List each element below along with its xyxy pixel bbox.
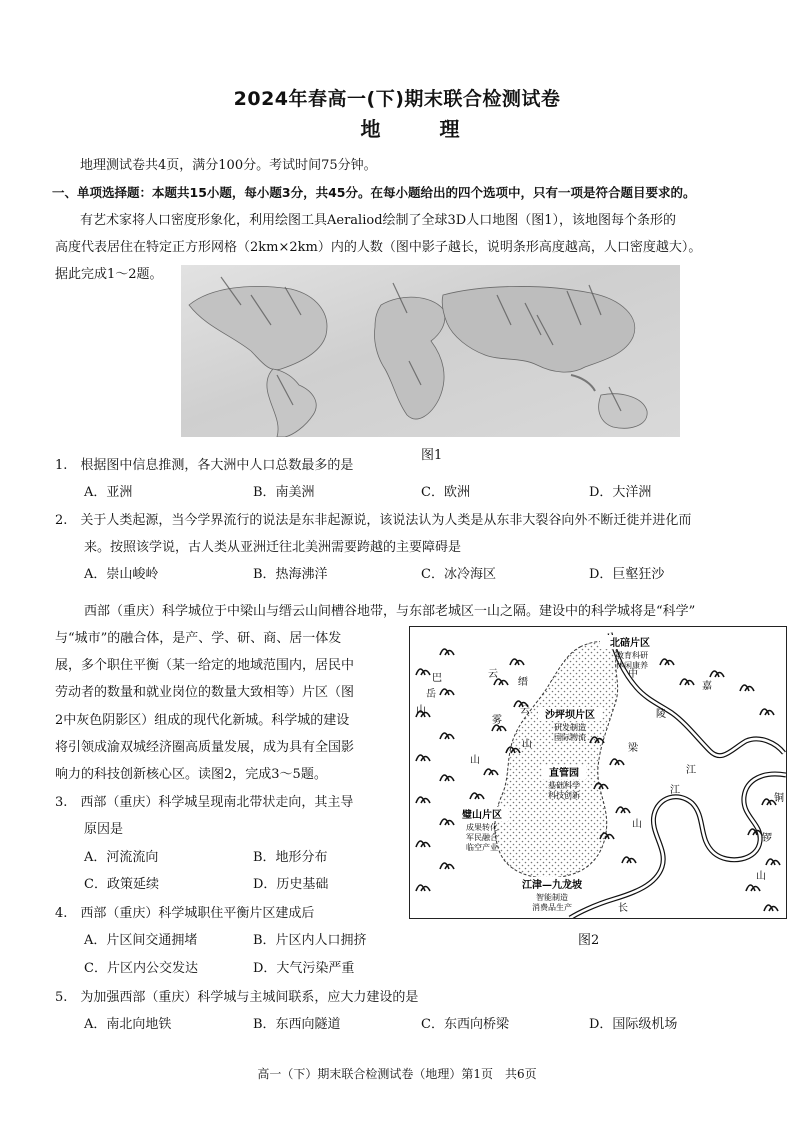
zone-beibei-desc: 休闲康养	[616, 661, 648, 670]
zone-jiangjin-name: 江津—九龙坡	[522, 880, 582, 891]
zone-bishan-desc: 临空产业	[466, 843, 498, 852]
figure2-caption: 图2	[578, 933, 600, 948]
question-3-stem: 3. 西部（重庆）科学城呈现南北带状走向，其主导	[55, 795, 354, 810]
label-jialing-river: 陵	[656, 709, 666, 720]
passage2-line: 与“城市”的融合体，是产、学、研、商、居一体发	[55, 631, 342, 646]
question-2-option-b[interactable]: B．热海沸洋	[253, 567, 328, 582]
zone-beibei-desc: 教育科研	[616, 651, 648, 660]
question-3-option-b[interactable]: B．地形分布	[253, 850, 328, 865]
figure2-science-city-map	[409, 626, 787, 919]
question-1-option-a[interactable]: A．亚洲	[84, 485, 133, 500]
question-3-option-d[interactable]: D．历史基础	[253, 877, 329, 892]
question-2-option-a[interactable]: A．崇山峻岭	[84, 567, 159, 582]
zone-zhiguan-desc: 科技创新	[548, 791, 580, 800]
question-1-option-b[interactable]: B．南美洲	[253, 485, 315, 500]
label-zhongliang-mountain: 梁	[628, 743, 638, 754]
zone-jiangjin-desc: 消费品生产	[532, 903, 572, 912]
exam-title: 2024年春高一(下)期末联合检测试卷	[233, 88, 561, 110]
label-jialing-river: 嘉	[702, 681, 712, 692]
question-3-stem-cont: 原因是	[84, 822, 124, 837]
subject-title: 地 理	[360, 117, 486, 141]
question-4-option-a[interactable]: A．片区间交通拥堵	[84, 933, 198, 948]
question-5-option-c[interactable]: C．东西向桥梁	[421, 1017, 509, 1032]
section-heading: 一、单项选择题：本题共15小题，每小题3分，共45分。在每小题给出的四个选项中，只有一项是符合题目要求的。	[52, 185, 696, 200]
zone-zhiguan-name: 直管园	[549, 768, 579, 779]
zone-shapingba-desc: 研发制造	[554, 723, 586, 732]
label-yunwu-mountain: 雾	[492, 715, 502, 726]
passage2-line: 西部（重庆）科学城位于中梁山与缙云山间槽谷地带，与东部老城区一山之隔。建设中的科学城将是“科学”	[84, 604, 696, 619]
question-2-option-c[interactable]: C．冰冷海区	[421, 567, 496, 582]
label-jinyun-mountain: 缙	[518, 677, 528, 688]
question-3-option-c[interactable]: C．政策延续	[84, 877, 159, 892]
label-zhongliang-mountain: 山	[632, 819, 642, 830]
passage2-line: 将引领成渝双城经济圈高质量发展，成为具有全国影	[55, 740, 355, 755]
zone-beibei-name: 北碚片区	[610, 638, 650, 649]
exam-intro: 地理测试卷共4页，满分100分。考试时间75分钟。	[80, 158, 377, 173]
page-footer: 高一（下）期末联合检测试卷（地理）第1页 共6页	[257, 1067, 537, 1081]
zone-bishan-name: 璧山片区	[462, 810, 502, 821]
zone-bishan-desc: 成果转化	[466, 823, 498, 832]
zone-shapingba-name: 沙坪坝片区	[545, 710, 595, 721]
question-4-option-c[interactable]: C．片区内公交发达	[84, 961, 198, 976]
question-1-option-d[interactable]: D．大洋洲	[589, 485, 652, 500]
question-1-option-c[interactable]: C．欧洲	[421, 485, 470, 500]
figure1-population-map	[181, 265, 680, 437]
question-3-option-a[interactable]: A．河流流向	[84, 850, 159, 865]
label-jialing-river: 江	[686, 765, 696, 776]
label-bayue-mountain: 岳	[426, 689, 436, 700]
label-yunwu-mountain: 云	[488, 669, 498, 680]
passage1-line: 有艺术家将人口密度形象化，利用绘图工具Aeraliod绘制了全球3D人口地图（图1），该地图每个条形的	[80, 213, 676, 228]
question-4-option-d[interactable]: D．大气污染严重	[253, 961, 355, 976]
label-jinyun-mountain: 云	[520, 705, 530, 716]
label-tongluo-mountain: 铜	[774, 793, 784, 804]
label-yunwu-mountain: 山	[470, 755, 480, 766]
label-jinyun-mountain: 山	[522, 739, 532, 750]
label-tongluo-mountain: 山	[756, 871, 766, 882]
passage2-line: 响力的科技创新核心区。读图2，完成3～5题。	[55, 767, 327, 782]
zone-zhiguan-desc: 基础科学	[548, 781, 580, 790]
passage2-line: 劳动者的数量和就业岗位的数量大致相等）片区（图	[55, 685, 355, 700]
passage2-line: 展，多个职住平衡（某一给定的地域范围内，居民中	[55, 658, 355, 673]
question-4-option-b[interactable]: B．片区内人口拥挤	[253, 933, 367, 948]
label-zhongliang-mountain: 中	[628, 669, 638, 680]
label-bayue-mountain: 山	[416, 705, 426, 716]
question-5-option-b[interactable]: B．东西向隧道	[253, 1017, 341, 1032]
question-5-stem: 5. 为加强西部（重庆）科学城与主城间联系，应大力建设的是	[55, 990, 419, 1005]
zone-jiangjin-desc: 智能制造	[536, 893, 568, 902]
question-5-option-a[interactable]: A．南北向地铁	[84, 1017, 172, 1032]
science-city-map	[410, 627, 786, 918]
label-changjiang-river: 长	[618, 903, 628, 914]
label-bayue-mountain: 巴	[432, 673, 442, 684]
label-changjiang-river: 江	[670, 785, 680, 796]
passage2-line: 2中灰色阴影区）组成的现代化新城。科学城的建设	[55, 713, 350, 728]
figure1-caption: 图1	[421, 448, 443, 463]
world-3d-population-map	[181, 265, 680, 437]
passage1-line: 据此完成1～2题。	[55, 267, 163, 282]
passage1-line: 高度代表居住在特定正方形网格（2km×2km）内的人数（图中影子越长，说明条形高度越高，人口密度越大）。	[55, 240, 702, 255]
question-2-stem: 2. 关于人类起源，当今学界流行的说法是东非起源说，该说法认为人类是从东非大裂谷向外不断迁徙并进化而	[55, 513, 692, 528]
zone-bishan-desc: 军民融合	[466, 833, 498, 842]
question-2-option-d[interactable]: D．巨壑狂沙	[589, 567, 665, 582]
zone-shapingba-desc: 国际物流	[554, 733, 586, 742]
question-1-stem: 1. 根据图中信息推测，各大洲中人口总数最多的是	[55, 458, 354, 473]
label-tongluo-mountain: 锣	[762, 833, 772, 844]
question-5-option-d[interactable]: D．国际级机场	[589, 1017, 678, 1032]
question-4-stem: 4. 西部（重庆）科学城职住平衡片区建成后	[55, 906, 315, 921]
question-2-stem-cont: 来。按照该学说，古人类从亚洲迁往北美洲需要跨越的主要障碍是	[84, 540, 462, 555]
